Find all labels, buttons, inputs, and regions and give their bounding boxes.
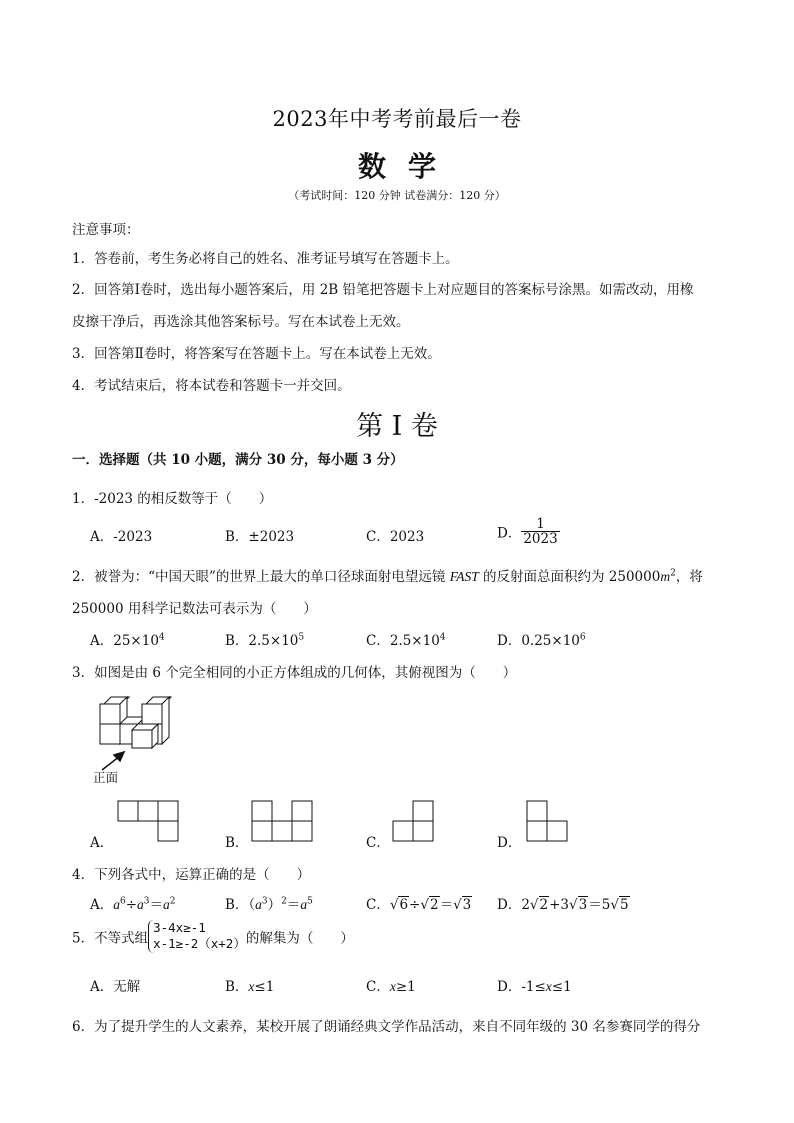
fraction-denominator: 2023 <box>523 531 558 548</box>
q1-option-c: C．2023 <box>366 529 425 545</box>
var: a <box>137 897 144 912</box>
q5-option-c <box>366 975 416 995</box>
exp: 3 <box>143 896 150 907</box>
var: x <box>545 979 552 994</box>
exp: 2 <box>281 896 287 907</box>
q2-stem-line2: 250000 用科学记数法可表示为（ ） <box>72 601 317 617</box>
radicand: 5 <box>619 897 629 913</box>
q5-option-a: A．无解 <box>90 979 141 995</box>
radicand: 3 <box>462 897 472 913</box>
q3-option-c: C． <box>366 835 390 851</box>
q5-inequality-2: x-1≥-2（x+2） <box>153 936 246 952</box>
var: x <box>248 979 255 994</box>
exam-info: （考试时间：120 分钟 试卷满分：120 分） <box>288 189 506 202</box>
q2-option-b <box>225 629 304 649</box>
q2-a-base: A．25×10 <box>90 633 159 649</box>
q3-front-label: 正面 <box>93 770 119 785</box>
q3-option-a-figure <box>118 801 178 841</box>
q2-d-base: D．0.25×10 <box>497 633 580 649</box>
cube-side <box>162 697 169 744</box>
q4-option-d: D．2√2+3√3＝5√5 <box>497 897 629 913</box>
op: ＝ <box>439 897 454 913</box>
q5-option-b <box>225 975 274 995</box>
q2-unit-exp: 2 <box>670 568 676 579</box>
var: a <box>163 897 170 912</box>
op: ÷ <box>409 897 421 913</box>
paren: ） <box>267 897 282 913</box>
q3-option-d-figure <box>527 801 567 841</box>
notice-heading: 注意事项： <box>72 222 140 238</box>
q2-c-base: C．2.5×10 <box>366 633 440 649</box>
q4-option-c: C．√6÷√2＝√3 <box>366 897 472 913</box>
op: ÷ <box>125 897 138 913</box>
q5-stem-pre: 5．不等式组 <box>72 930 149 947</box>
rest: ≥1 <box>395 979 416 995</box>
option-label: D．2 <box>497 897 530 913</box>
q2-a-exp: 4 <box>158 632 165 643</box>
var: a <box>255 897 262 912</box>
volume-title: 第 I 卷 <box>356 411 438 442</box>
q5-stem <box>72 920 354 953</box>
op: +3 <box>549 897 570 913</box>
q5-inequality-system <box>148 920 246 953</box>
cube-face <box>142 704 162 724</box>
q4-option-b <box>225 893 313 913</box>
op: ＝ <box>149 897 164 913</box>
q2-c-exp: 4 <box>439 632 446 643</box>
cube-face <box>132 730 152 748</box>
q2-option-d <box>497 629 586 649</box>
section-heading: 一．选择题（共 10 小题，满分 30 分，每小题 3 分） <box>72 452 404 468</box>
cube-face <box>100 724 120 744</box>
q3-option-a: A． <box>90 835 114 851</box>
q3-stem: 3．如图是由 6 个完全相同的小正方体组成的几何体，其俯视图为（ ） <box>72 665 517 681</box>
q3-option-d: D． <box>497 835 522 851</box>
radicand: 3 <box>578 897 588 913</box>
op: ＝5 <box>588 897 611 913</box>
q2-stem-line1 <box>72 565 703 585</box>
q6-stem: 6．为了提升学生的人文素养，某校开展了朗诵经典文学作品活动，来自不同年级的 30 名参赛同学的得分 <box>72 1019 701 1035</box>
option-label: C． <box>366 979 390 995</box>
notice-item-1: 1．答卷前，考生务必将自己的姓名、准考证号填写在答题卡上。 <box>72 251 459 267</box>
q2-b-exp: 5 <box>298 632 305 643</box>
var: x <box>389 979 396 994</box>
subject-title: 数学 <box>357 150 458 183</box>
radicand: 2 <box>539 897 549 913</box>
option-label: B． <box>225 979 249 995</box>
q3-option-b-figure <box>252 801 312 841</box>
q2-stem-text-c: ，将 <box>675 569 703 585</box>
q1-option-d <box>497 517 560 546</box>
q4-stem: 4．下列各式中，运算正确的是（ ） <box>72 867 311 883</box>
q1-option-a: A．-2023 <box>90 529 153 545</box>
q2-unit: m <box>660 569 671 584</box>
q2-option-a <box>90 629 165 649</box>
exp: 3 <box>261 896 268 907</box>
notice-item-3: 3．回答第Ⅱ卷时，将答案写在答题卡上。写在本试卷上无效。 <box>72 346 441 362</box>
q5-stem-post: 的解集为（ ） <box>245 930 354 947</box>
exp: 2 <box>169 896 176 907</box>
q3-option-b: B． <box>225 835 249 851</box>
q1-option-d-fraction <box>521 517 559 546</box>
q2-b-base: B．2.5×10 <box>225 633 299 649</box>
q2-d-exp: 6 <box>579 632 586 643</box>
exp: 5 <box>307 896 313 907</box>
option-label: D．-1≤ <box>497 979 546 995</box>
q5-option-d <box>497 975 572 995</box>
q2-stem-text-b: 的反射面总面积约为 250000 <box>478 569 661 585</box>
option-label: B．（ <box>225 897 256 913</box>
q1-option-b: B．±2023 <box>225 529 295 545</box>
rest: ≤1 <box>254 979 275 995</box>
cube-face <box>100 704 120 724</box>
q2-option-c <box>366 629 446 649</box>
exp: 6 <box>120 896 126 907</box>
notice-item-2: 2．回答第Ⅰ卷时，选出每小题答案后，用 2B 铅笔把答题卡上对应题目的答案标号涂黑。如需改动，用橡 <box>72 282 694 298</box>
radicand: 6 <box>399 897 409 913</box>
rest: ≤1 <box>551 979 572 995</box>
q1-stem: 1．-2023 的相反数等于（ ） <box>72 491 273 507</box>
q2-fast: FAST <box>449 569 479 584</box>
option-label: A． <box>90 897 114 913</box>
notice-item-4: 4．考试结束后，将本试卷和答题卡一并交回。 <box>72 378 351 394</box>
var: a <box>113 897 120 912</box>
fraction-numerator: 1 <box>521 517 559 532</box>
exam-title: 2023年中考考前最后一卷 <box>272 107 522 131</box>
q4-option-a <box>90 893 176 913</box>
q3-option-c-figure <box>393 801 433 841</box>
q2-stem-text-a: 2．被誉为：“中国天眼”的世界上最大的单口径球面射电望远镜 <box>72 569 450 585</box>
notice-item-2-cont: 皮擦干净后，再选涂其他答案标号。写在本试卷上无效。 <box>72 314 410 330</box>
q1-option-d-label: D． <box>497 525 522 542</box>
q5-inequality-1: 3-4x≥-1 <box>153 920 206 935</box>
var: a <box>300 897 308 912</box>
option-label: C． <box>366 897 390 913</box>
op: ＝ <box>286 897 301 913</box>
radicand: 2 <box>429 897 439 913</box>
